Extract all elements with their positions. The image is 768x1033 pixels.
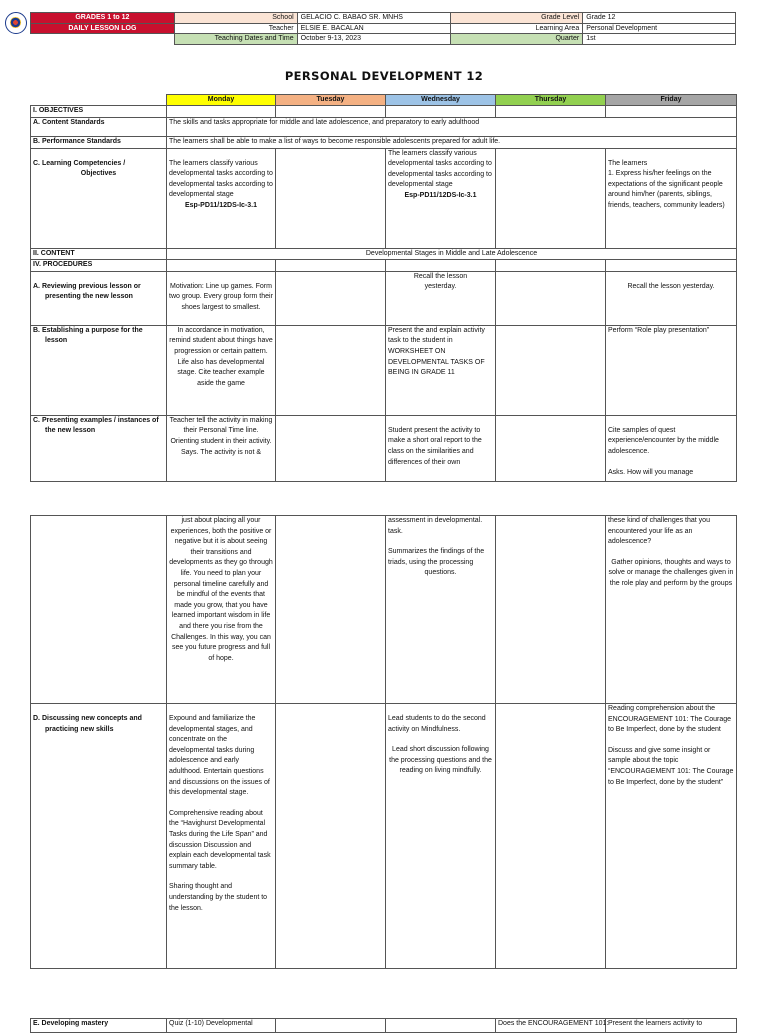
lesson-grid-page2 — [30, 515, 737, 969]
day-header-tuesday: Tuesday — [276, 95, 386, 106]
day-header-monday: Monday — [167, 95, 276, 106]
continued-wednesday-p1: assessment in developmental. task. — [388, 517, 483, 535]
empty-cell — [496, 325, 606, 415]
continued-monday: just about placing all your experiences, both the positive or negative but it is about seeing their transitions and developments as they go through life. You need to plan your personal timeline carefully and be mindful of the events that made you grow, that you have learned important wisdom in life and there you rise from the Challenges. In this way, you can see you future progress and full of hope. — [167, 516, 276, 704]
presenting-monday-p2: Orienting student in their activity. — [170, 437, 272, 445]
empty-cell — [496, 260, 606, 272]
discussing-friday-p2: Discuss and give some insight or sample about the topic “ENCOURAGEMENT 101: The Courage to Be Imperfect, done by the student” — [608, 746, 734, 786]
presenting-friday-p1: Cite samples of quest experience/encounter by the middle adolescence. — [608, 426, 719, 455]
competencies-friday-line2: 1. Express his/her feelings on the expectations of the significant people around him/her (parents, siblings, friends, teachers, community leaders) — [608, 170, 725, 209]
empty-cell — [31, 516, 167, 704]
establishing-label: B. Establishing a purpose for the lesson — [31, 325, 167, 415]
competencies-wednesday-text: The learners classify various developmental tasks according to developmental tasks according to developmental stage — [388, 149, 492, 189]
grade-level-label: Grade Level — [451, 13, 583, 24]
dates-value: October 9-13, 2023 — [297, 34, 451, 45]
performance-standards-text: The learners shall be able to make a list of ways to become responsible adolescents prepared for adult life. — [167, 136, 737, 148]
performance-standards-label: B. Performance Standards — [31, 136, 167, 148]
empty-cell — [496, 271, 606, 325]
empty-cell — [386, 1019, 496, 1033]
section-objectives: I. OBJECTIVES — [31, 106, 167, 118]
continued-friday-p1: these kind of challenges that you encountered your life as an adolescence? — [608, 517, 710, 546]
section-content: II. CONTENT — [31, 248, 167, 260]
empty-cell — [276, 260, 386, 272]
developing-mastery-thursday: Does the ENCOURAGEMENT 101: — [496, 1019, 606, 1033]
discussing-wednesday-p2: Lead short discussion following the processing questions and the reading on living mindfully. — [389, 746, 492, 775]
day-header-friday: Friday — [606, 95, 737, 106]
discussing-friday — [606, 704, 737, 969]
empty-cell — [276, 271, 386, 325]
presenting-label: C. Presenting examples / instances of the new lesson — [31, 415, 167, 481]
empty-cell — [276, 325, 386, 415]
discussing-monday — [167, 704, 276, 969]
continued-wednesday-p2: Summarizes the findings of the triads, using the processing — [388, 548, 485, 566]
empty-cell — [276, 415, 386, 481]
presenting-monday — [167, 415, 276, 481]
competencies-monday-text: The learners classify various developmental tasks according to developmental tasks according to developmental stage — [169, 159, 273, 199]
school-value: GELACIO C. BABAO SR. MNHS — [297, 13, 451, 24]
continued-wednesday-p3: questions. — [424, 569, 457, 577]
corner-cell — [31, 95, 167, 106]
presenting-friday-p2: Asks. How will you manage — [608, 468, 694, 476]
competencies-monday — [167, 148, 276, 248]
lesson-grid-page3 — [30, 1018, 737, 1033]
continued-friday — [606, 516, 737, 704]
competencies-wednesday — [386, 148, 496, 248]
reviewing-monday: Motivation: Line up games. Form two group. Every group form their shoes largest to smallest. — [167, 271, 276, 325]
presenting-monday-p1: Teacher tell the activity in making their Personal Time line. — [169, 416, 273, 435]
empty-cell — [386, 106, 496, 118]
empty-cell — [276, 704, 386, 969]
establishing-monday: In accordance in motivation, remind student about things have progression or certain pattern. Life also has developmental stage. Cite teacher example aside the game — [167, 325, 276, 415]
discussing-friday-p1: Reading comprehension about the ENCOURAGEMENT 101: The Courage to Be Imperfect, done by the student — [608, 705, 732, 734]
empty-cell — [496, 106, 606, 118]
empty-cell — [276, 148, 386, 248]
establishing-friday: Perform “Role play presentation” — [606, 325, 737, 415]
empty-cell — [386, 260, 496, 272]
reviewing-label: A. Reviewing previous lesson or presenting the new lesson — [31, 271, 167, 325]
empty-cell — [496, 415, 606, 481]
banner-line1: GRADES 1 to 12 — [31, 13, 175, 24]
teacher-value: ELSIE E. BACALAN — [297, 23, 451, 34]
empty-cell — [606, 260, 737, 272]
quarter-label: Quarter — [451, 34, 583, 45]
grade-level-value: Grade 12 — [583, 13, 736, 24]
competencies-wednesday-code: Esp-PD11/12DS-Ic-3.1 — [404, 191, 477, 199]
reviewing-wednesday: Recall the lesson yesterday. — [386, 271, 496, 325]
competencies-label-line1: C. Learning Competencies / — [33, 159, 126, 167]
deped-seal-logo — [5, 12, 27, 34]
presenting-monday-p3: Says. The activity is not & — [180, 448, 261, 456]
developing-mastery-friday: Present the learners activity to — [606, 1019, 737, 1033]
page-title: PERSONAL DEVELOPMENT 12 — [284, 69, 484, 83]
discussing-monday-p2: Comprehensive reading about the “Havighurst Developmental Tasks during the Life Span” and discussion Discussion and explain each developmental task summary table. — [169, 809, 271, 870]
lesson-grid-page1 — [30, 94, 737, 482]
school-label: School — [174, 13, 297, 24]
competencies-friday-line1: The learners — [608, 159, 648, 167]
developing-mastery-monday: Quiz (1-10) Developmental — [167, 1019, 276, 1033]
competencies-friday — [606, 148, 737, 248]
empty-cell — [276, 1019, 386, 1033]
presenting-wednesday: Student present the activity to make a short oral report to the class on the similarities and differences of their own — [386, 415, 496, 481]
empty-cell — [606, 106, 737, 118]
learning-area-value: Personal Development — [583, 23, 736, 34]
continued-friday-p2: Gather opinions, thoughts and ways to solve or manage the challenges given in the role play and perform by the groups — [608, 558, 734, 587]
day-header-wednesday: Wednesday — [386, 95, 496, 106]
empty-cell — [276, 516, 386, 704]
dates-label: Teaching Dates and Time — [174, 34, 297, 45]
banner-spacer — [31, 34, 175, 45]
developing-mastery-label: E. Developing mastery — [31, 1019, 167, 1033]
section-procedures: IV. PROCEDURES — [31, 260, 167, 272]
empty-cell — [167, 260, 276, 272]
discussing-wednesday-p1: Lead students to do the second activity on Mindfulness. — [388, 715, 486, 733]
header-info-table — [30, 12, 736, 45]
content-standards-text: The skills and tasks appropriate for middle and late adolescence, and preparatory to early adulthood — [167, 117, 737, 136]
empty-cell — [496, 148, 606, 248]
content-standards-label: A. Content Standards — [31, 117, 167, 136]
banner-line2: DAILY LESSON LOG — [31, 23, 175, 34]
discussing-label: D. Discussing new concepts and practicing new skills — [31, 704, 167, 969]
empty-cell — [276, 106, 386, 118]
empty-cell — [167, 106, 276, 118]
discussing-monday-p1: Expound and familiarize the developmental stages, and concentrate on the developmental tasks during adolescence and early adulthood. Entertain questions and discussions on the issues of this developmental stage. — [169, 715, 270, 797]
discussing-wednesday — [386, 704, 496, 969]
presenting-friday — [606, 415, 737, 481]
learning-area-label: Learning Area — [451, 23, 583, 34]
empty-cell — [496, 516, 606, 704]
teacher-label: Teacher — [174, 23, 297, 34]
competencies-label-line2: Objectives — [80, 170, 117, 178]
discussing-monday-p3: Sharing thought and understanding by the student to the lesson. — [169, 883, 268, 912]
day-header-thursday: Thursday — [496, 95, 606, 106]
continued-wednesday — [386, 516, 496, 704]
establishing-wednesday: Present the and explain activity task to the student in WORKSHEET ON DEVELOPMENTAL TASKS OF BEING IN GRADE 11 — [386, 325, 496, 415]
empty-cell — [496, 704, 606, 969]
competencies-label — [31, 148, 167, 248]
content-text: Developmental Stages in Middle and Late Adolescence — [167, 248, 737, 260]
quarter-value: 1st — [583, 34, 736, 45]
reviewing-friday: Recall the lesson yesterday. — [606, 271, 737, 325]
competencies-monday-code: Esp-PD11/12DS-Ic-3.1 — [185, 201, 257, 209]
